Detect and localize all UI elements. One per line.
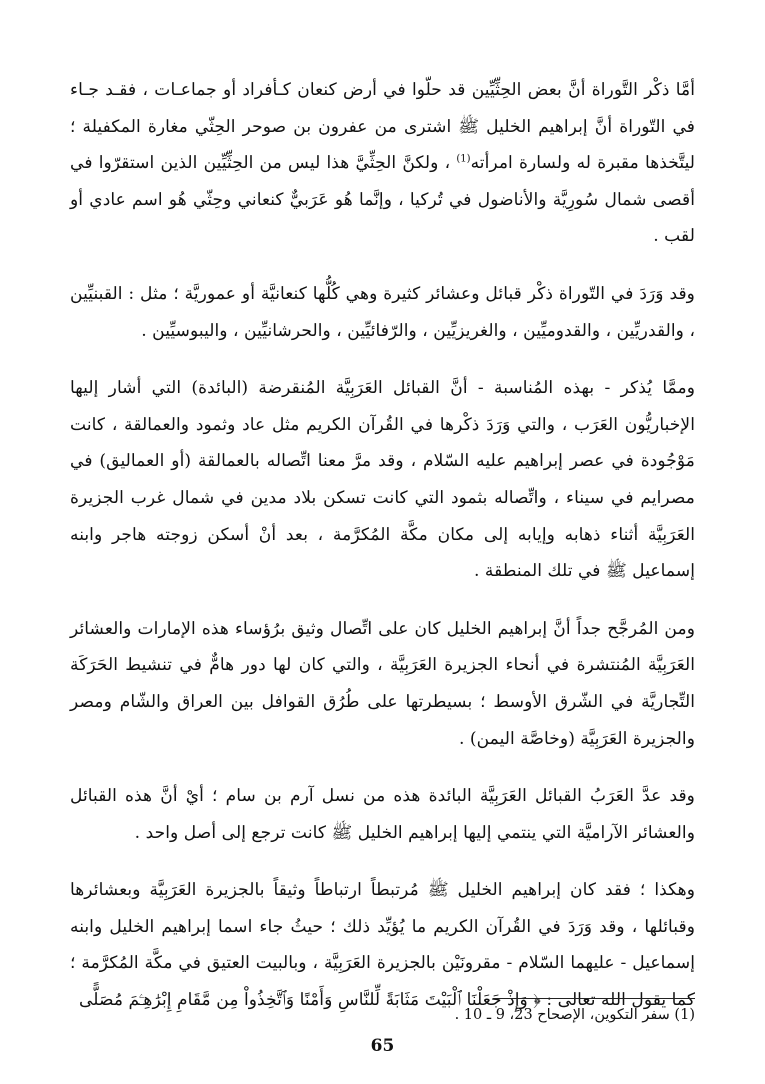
footnote: (1) سفر التكوين، الإصحاح 23، 9 ـ 10 . xyxy=(454,1007,695,1023)
paragraph-1-text-before: أمَّا ذكْر التَّوراة أنَّ بعض الحِثِّيِّين قد حلّوا في أرض كنعان كـأفراد أو جماعـات ، فقـد جـاء في التّوراة أنَّ إبراهيم الخليل ﷺ اشترى من عفرون بن صوحر الحِثّي مغارة المكفيلة ؛ ليتَّخذها مقبرة له ولسارة امرأته xyxy=(70,80,696,174)
footnote-reference: (1) xyxy=(456,153,471,165)
paragraph-3: وممَّا يُذكر - بهذه المُناسبة - أنَّ القبائل العَرَبِيَّة المُنقرضة (البائدة) التي أشار إليها الإخباريُّون العَرَب ، والتي وَرَدَ ذكْرها في القُرآن الكريم مثل عاد وثمود والعمالقة ، كانت مَوْجُودة في عصر إبراهيم عليه السّلام ، وقد مرَّ معنا اتِّصاله بالعمالقة (أو العماليق) في مصرايم في سيناء ، واتِّصاله بثمود التي كانت تسكن بلاد مدين في شمال غرب الجزيرة العَرَبِيَّة أثناء ذهابه وإيابه إلى مكان مكَّة المُكرَّمة ، بعد أنْ أسكن زوجته هاجر وابنه إسماعيل ﷺ في تلك المنطقة . xyxy=(70,378,695,582)
footnote-divider xyxy=(493,998,695,999)
page-number: 65 xyxy=(370,1036,395,1056)
paragraph-4: ومن المُرجَّح جداً أنَّ إبراهيم الخليل كان على اتِّصال وثيق برُؤساء هذه الإمارات والعشائر العَرَبِيَّة المُنتشرة في أنحاء الجزيرة العَرَبِيَّة ، والتي كان لها دور هامٌّ في تنشيط الحَرَكَة التِّجاريَّة في الشّرق الأوسط ؛ بسيطرتها على طُرُق القوافل بين العراق والشّام ومصر والجزيرة العَرَبِيَّة (وخاصَّة اليمن) . xyxy=(70,618,695,749)
paragraph-5: وقد عدَّ العَرَبُ القبائل العَرَبِيَّة البائدة هذه من نسل آرم بن سام ؛ أيْ أنَّ هذه القبائل والعشائر الآراميَّة التي ينتمي إليها إبراهيم الخليل ﷺ كانت ترجع إلى أصل واحد . xyxy=(70,786,695,843)
paragraph-1 xyxy=(70,72,695,255)
paragraph-6: وهكذا ؛ فقد كان إبراهيم الخليل ﷺ مُرتبطاً ارتباطاً وثيقاً بالجزيرة العَرَبِيَّة وبعشائرها وقبائلها ، وقد وَرَدَ في القُرآن الكريم ما يُؤيِّد ذلك ؛ حيثُ جاء اسما إبراهيم الخليل وابنه إسماعيل - عليهما السّلام - مقرونَيْن بالجزيرة العَرَبِيَّة ، وبالبيت العتيق في مكَّة المُكرَّمة ؛ كما يقول الله تعالى : ﴿ وَإِذْ جَعَلْنَا ٱلْبَيْتَ مَثَابَةً لِّلنَّاسِ وَأَمْنًا وَٱتَّخِذُواْ مِن مَّقَامِ إِبْرَٰهِـۧمَ مُصَلًّى xyxy=(70,880,695,1011)
page-body xyxy=(70,72,695,1019)
paragraph-1-text-after: ، ولكنَّ الحِثِّيَّ هذا ليس من الحِثِّيِّين الذين استقرّوا في أقصى شمال سُورِيَّة والأناضول في تُركيا ، وإنَّما هُو عَرَبيٌّ كنعاني وحِثّي هُو اسم عادي أو لقب . xyxy=(70,153,695,247)
paragraph-2: وقد وَرَدَ في التّوراة ذكْر قبائل وعشائر كثيرة وهي كُلُّها كنعانيَّة أو عموريَّة ؛ مثل : القبنيِّين ، والقدريِّين ، والقدوميِّين ، والغريزيِّين ، والرّفائيِّين ، والحرشانيِّين ، واليبوسيِّين . xyxy=(70,283,695,341)
